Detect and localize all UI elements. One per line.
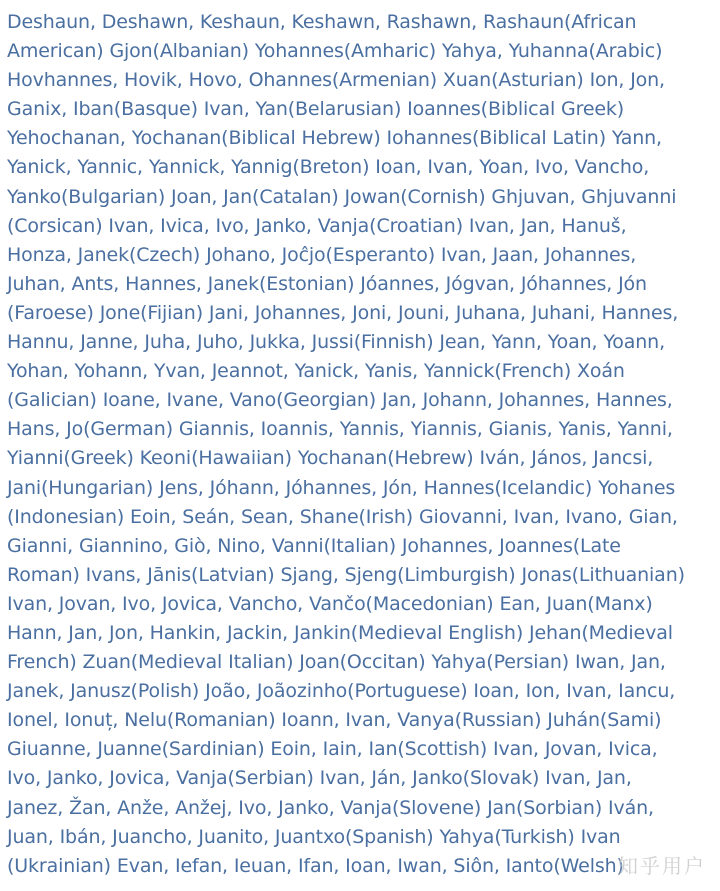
- text-line: Giuanne, Juanne(Sardinian) Eoin, Iain, Ian(Scottish) Ivan, Jovan, Ivica,: [7, 738, 658, 761]
- text-line: Ganix, Iban(Basque) Ivan, Yan(Belarusian) Ioannes(Biblical Greek): [7, 98, 625, 121]
- document-body: [7, 8, 719, 881]
- text-line: Yehochanan, Yochanan(Biblical Hebrew) Iohannes(Biblical Latin) Yann,: [7, 127, 662, 150]
- text-line: Yanick, Yannic, Yannick, Yannig(Breton) Ioan, Ivan, Yoan, Ivo, Vancho,: [7, 156, 650, 179]
- text-line: Yohan, Yohann, Yvan, Jeannot, Yanick, Yanis, Yannick(French) Xoán: [7, 360, 625, 383]
- text-line: Roman) Ivans, Jānis(Latvian) Sjang, Sjeng(Limburgish) Jonas(Lithuanian): [7, 563, 685, 586]
- text-line: Yanko(Bulgarian) Joan, Jan(Catalan) Jowan(Cornish) Ghjuvan, Ghjuvanni: [7, 185, 677, 208]
- text-line: Deshaun, Deshawn, Keshaun, Keshawn, Rashawn, Rashaun(African: [7, 11, 637, 33]
- text-line: (Galician) Ioane, Ivane, Vano(Georgian) Jan, Johann, Johannes, Hannes,: [7, 389, 673, 412]
- text-line: Ivan, Jovan, Ivo, Jovica, Vancho, Vančo(Macedonian) Ean, Juan(Manx): [7, 592, 653, 615]
- watermark: 知乎用户: [618, 854, 706, 878]
- text-line: Hans, Jo(German) Giannis, Ioannis, Yannis, Yiannis, Gianis, Yanis, Yanni,: [7, 418, 673, 441]
- text-line: Honza, Janek(Czech) Johano, Joĉjo(Esperanto) Ivan, Jaan, Johannes,: [7, 243, 637, 266]
- text-line: Juan, Ibán, Juancho, Juanito, Juantxo(Spanish) Yahya(Turkish) Ivan: [7, 825, 621, 848]
- text-line: (Ukrainian) Evan, Iefan, Ieuan, Ifan, Ioan, Iwan, Siôn, Ianto(Welsh): [7, 854, 624, 877]
- text-line: Juhan, Ants, Hannes, Janek(Estonian) Jóannes, Jógvan, Jóhannes, Jón: [7, 272, 647, 295]
- text-line: Hann, Jan, Jon, Hankin, Jackin, Jankin(Medieval English) Jehan(Medieval: [7, 621, 673, 644]
- text-line: (Corsican) Ivan, Ivica, Ivo, Janko, Vanja(Croatian) Ivan, Jan, Hanuš,: [7, 214, 627, 237]
- text-line: Hannu, Janne, Juha, Juho, Jukka, Jussi(Finnish) Jean, Yann, Yoan, Yoann,: [7, 331, 665, 354]
- text-line: Ivo, Janko, Jovica, Vanja(Serbian) Ivan, Ján, Janko(Slovak) Ivan, Jan,: [7, 767, 632, 790]
- text-line: Jani(Hungarian) Jens, Jóhann, Jóhannes, Jón, Hannes(Icelandic) Yohanes: [7, 476, 676, 499]
- text-line: American) Gjon(Albanian) Yohannes(Amharic) Yahya, Yuhanna(Arabic): [7, 40, 663, 63]
- text-line: Janek, Janusz(Polish) João, Joãozinho(Portuguese) Ioan, Ion, Ivan, Iancu,: [7, 680, 676, 703]
- text-line: Gianni, Giannino, Giò, Nino, Vanni(Italian) Johannes, Joannes(Late: [7, 534, 621, 557]
- text-line: (Indonesian) Eoin, Seán, Sean, Shane(Irish) Giovanni, Ivan, Ivano, Gian,: [7, 505, 678, 528]
- text-line: (Faroese) Jone(Fijian) Jani, Johannes, Joni, Jouni, Juhana, Juhani, Hannes,: [7, 301, 679, 324]
- text-line: Ionel, Ionuț, Nelu(Romanian) Ioann, Ivan, Vanya(Russian) Juhán(Sami): [7, 709, 662, 732]
- text-line: Hovhannes, Hovik, Hovo, Ohannes(Armenian) Xuan(Asturian) Ion, Jon,: [7, 69, 665, 92]
- text-line: Yianni(Greek) Keoni(Hawaiian) Yochanan(Hebrew) Iván, János, Jancsi,: [7, 447, 654, 470]
- text-line: French) Zuan(Medieval Italian) Joan(Occitan) Yahya(Persian) Iwan, Jan,: [7, 651, 666, 674]
- text-line: Janez, Žan, Anže, Anžej, Ivo, Janko, Vanja(Slovene) Jan(Sorbian) Iván,: [7, 796, 654, 819]
